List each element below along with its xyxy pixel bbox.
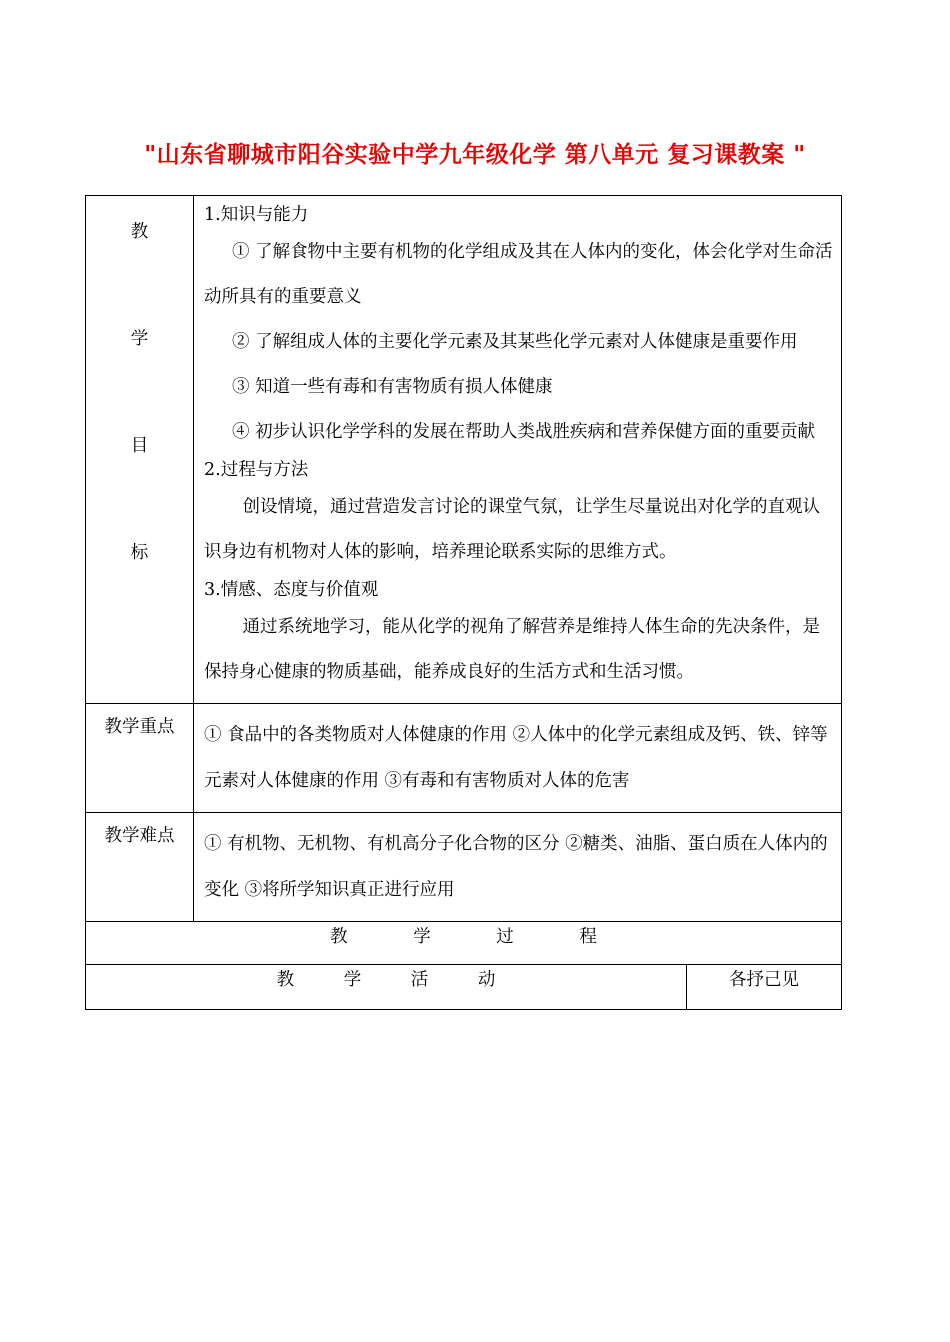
difficulties-row bbox=[86, 813, 842, 922]
key-points-label: 教学重点 bbox=[86, 704, 194, 813]
section-heading-process: 2.过程与方法 bbox=[204, 460, 309, 480]
objectives-label-char: 学 bbox=[130, 329, 149, 349]
notes-header: 各抒己见 bbox=[687, 965, 842, 1010]
activity-header-char: 学 bbox=[343, 970, 362, 990]
attitude-text: 通过系统地学习，能从化学的视角了解营养是维持人体生命的先决条件，是保持身心健康的物质基础，能养成良好的生活方式和生活习惯。 bbox=[204, 617, 820, 682]
activity-header-char: 教 bbox=[276, 970, 295, 990]
objectives-label-char: 教 bbox=[130, 222, 149, 242]
objectives-label bbox=[86, 196, 194, 704]
process-method-text: 创设情境，通过营造发言讨论的课堂气氛，让学生尽量说出对化学的直观认识身边有机物对人体的影响，培养理论联系实际的思维方式。 bbox=[204, 497, 820, 562]
objective-item: ① 了解食物中主要有机物的化学组成及其在人体内的变化，体会化学对生命活动所具有的重要意义 bbox=[204, 242, 833, 307]
objective-item: ④ 初步认识化学学科的发展在帮助人类战胜疾病和营养保健方面的重要贡献 bbox=[232, 422, 816, 442]
activity-header-char: 动 bbox=[477, 970, 496, 990]
process-header-char: 学 bbox=[413, 927, 431, 947]
difficulties-label: 教学难点 bbox=[86, 813, 194, 922]
activity-header-row bbox=[86, 965, 842, 1010]
process-header-row bbox=[86, 922, 842, 965]
process-header-char: 程 bbox=[579, 927, 597, 947]
objectives-label-char: 标 bbox=[130, 543, 149, 563]
teaching-process-header bbox=[86, 922, 842, 965]
section-heading-attitude: 3.情感、态度与价值观 bbox=[204, 580, 379, 600]
process-header-char: 教 bbox=[330, 927, 348, 947]
objectives-row bbox=[86, 196, 842, 704]
activity-header-char: 活 bbox=[410, 970, 429, 990]
objective-item: ③ 知道一些有毒和有害物质有损人体健康 bbox=[232, 377, 553, 397]
difficulties-text: ① 有机物、无机物、有机高分子化合物的区分 ②糖类、油脂、蛋白质在人体内的变化 ③将所学知识真正进行应用 bbox=[194, 813, 842, 922]
objectives-label-char: 目 bbox=[130, 436, 149, 456]
lesson-plan-table bbox=[85, 195, 842, 1010]
objective-item: ② 了解组成人体的主要化学元素及其某些化学元素对人体健康是重要作用 bbox=[232, 332, 798, 352]
process-header-char: 过 bbox=[496, 927, 514, 947]
teaching-activity-header bbox=[86, 965, 687, 1010]
objectives-content bbox=[194, 196, 842, 704]
document-title: "山东省聊城市阳谷实验中学九年级化学 第八单元 复习课教案 " bbox=[144, 142, 806, 168]
key-points-text: ① 食品中的各类物质对人体健康的作用 ②人体中的化学元素组成及钙、铁、锌等元素对人体健康的作用 ③有毒和有害物质对人体的危害 bbox=[194, 704, 842, 813]
key-points-row bbox=[86, 704, 842, 813]
section-heading-knowledge: 1.知识与能力 bbox=[204, 205, 309, 225]
